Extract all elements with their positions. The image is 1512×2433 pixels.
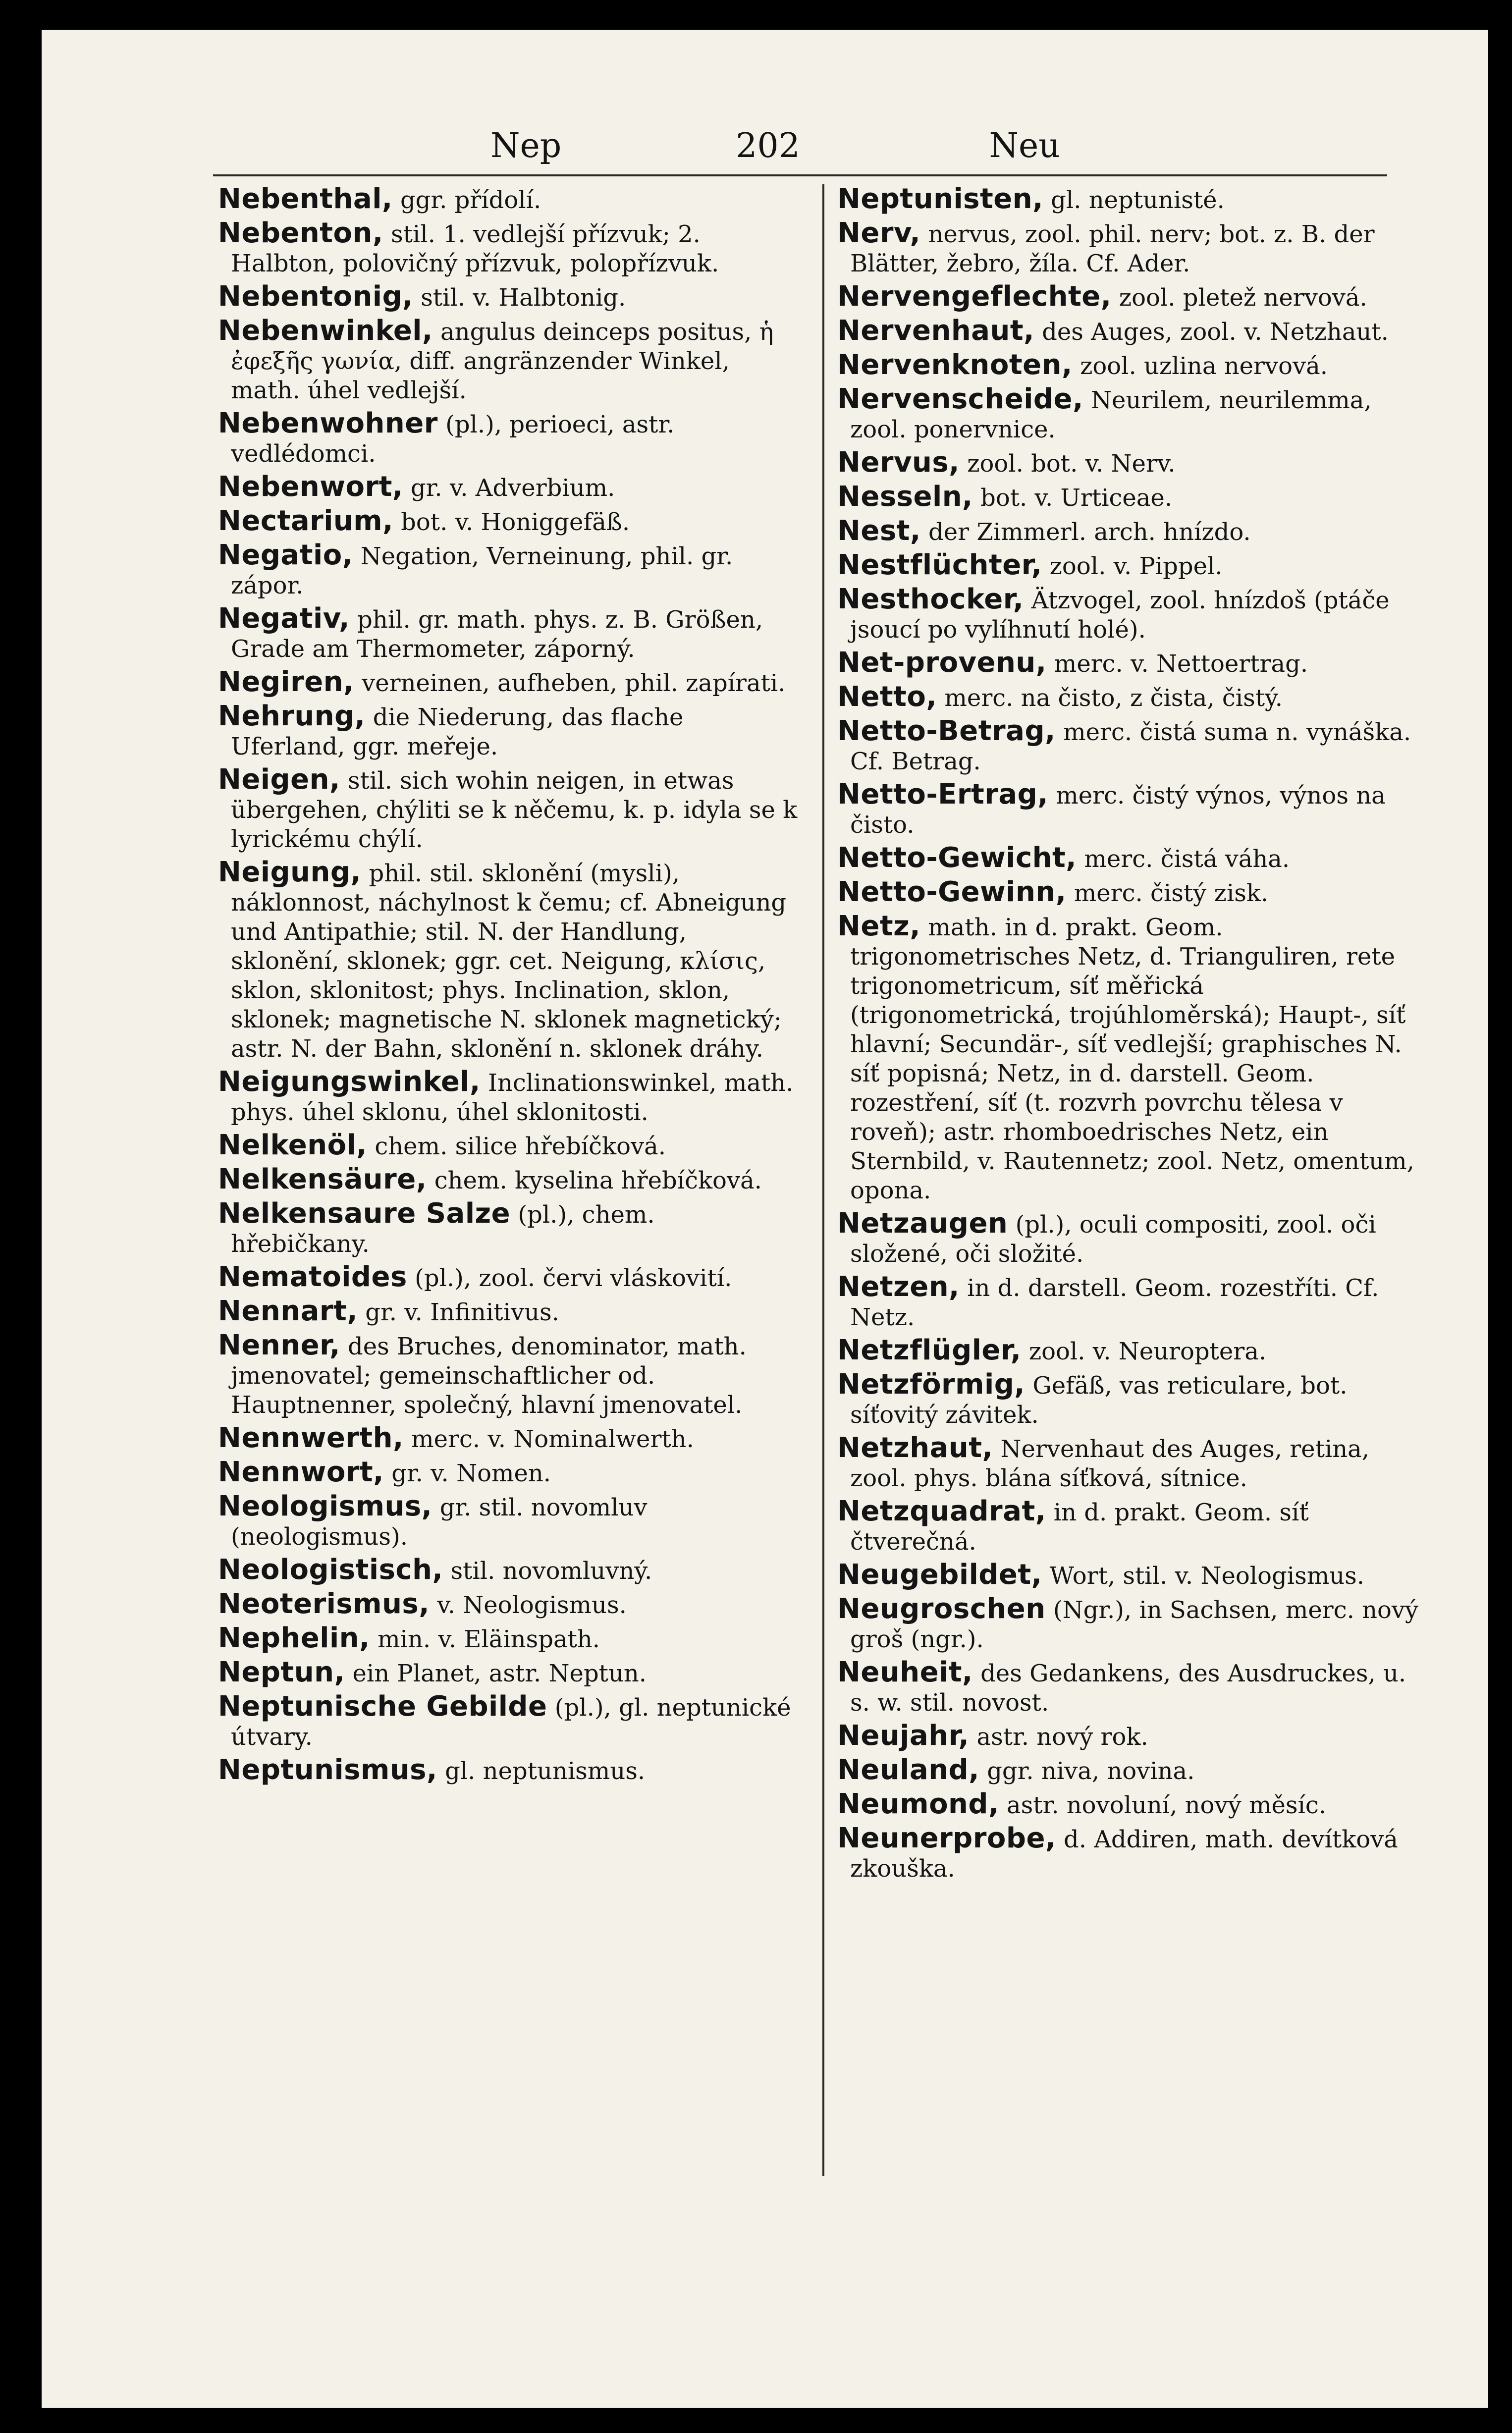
dictionary-entry xyxy=(218,506,800,537)
entry-definition: merc. čistý zisk. xyxy=(1074,879,1269,907)
entry-definition: min. v. Eläinspath. xyxy=(378,1625,600,1653)
dictionary-entry xyxy=(837,877,1419,908)
entry-headword: Neptunismus, xyxy=(218,1754,437,1786)
entry-headword: Negativ, xyxy=(218,602,350,635)
entry-definition: angulus deinceps positus, ἡ ἐφεξῆς γωνία, diff. angränzender Winkel, math. úhel vedlejší. xyxy=(231,318,774,404)
entry-headword: Nebenthal, xyxy=(218,183,393,215)
entry-definition: ggr. niva, novina. xyxy=(987,1757,1195,1785)
entry-headword: Neptun, xyxy=(218,1656,345,1688)
right-column xyxy=(837,184,1419,1887)
entry-headword: Nelkensäure, xyxy=(218,1163,427,1195)
dictionary-entry xyxy=(837,1272,1419,1332)
dictionary-entry xyxy=(837,1209,1419,1269)
dictionary-entry xyxy=(837,912,1419,1205)
entry-definition: der Zimmerl. arch. hnízdo. xyxy=(928,518,1251,546)
entry-definition: die Niederung, das flache Uferland, ggr. meřeje. xyxy=(231,703,684,760)
dictionary-entry xyxy=(837,1789,1419,1820)
dictionary-entry xyxy=(218,604,800,664)
dictionary-entry xyxy=(837,218,1419,278)
dictionary-entry xyxy=(837,648,1419,679)
dictionary-entry xyxy=(218,1658,800,1688)
entry-definition: (Ngr.), in Sachsen, merc. nový groš (ngr.). xyxy=(850,1596,1419,1653)
header-right-word: Neu xyxy=(989,126,1060,165)
dictionary-entry xyxy=(218,1199,800,1259)
entry-headword: Netto-Ertrag, xyxy=(837,778,1049,811)
dictionary-entry xyxy=(218,316,800,405)
entry-headword: Netzförmig, xyxy=(837,1368,1026,1401)
entry-headword: Nehrung, xyxy=(218,700,366,732)
entry-headword: Nervenscheide, xyxy=(837,383,1083,415)
entry-headword: Nelkensaure Salze xyxy=(218,1197,511,1230)
entry-definition: ein Planet, astr. Neptun. xyxy=(352,1660,647,1687)
entry-headword: Netzhaut, xyxy=(837,1432,993,1464)
dictionary-entry xyxy=(218,765,800,854)
dictionary-entry xyxy=(218,184,800,215)
dictionary-entry xyxy=(837,282,1419,313)
dictionary-entry xyxy=(218,1297,800,1327)
entry-headword: Neologistisch, xyxy=(218,1554,443,1586)
entry-definition: verneinen, aufheben, phil. zapírati. xyxy=(362,669,786,697)
entry-definition: in d. darstell. Geom. rozestříti. Cf. Netz. xyxy=(850,1274,1379,1331)
entry-headword: Neuland, xyxy=(837,1754,979,1786)
entry-definition: merc. v. Nominalwerth. xyxy=(411,1425,694,1453)
entry-headword: Negatio, xyxy=(218,539,353,571)
entry-headword: Nennart, xyxy=(218,1295,358,1327)
entry-definition: astr. novoluní, nový měsíc. xyxy=(1007,1791,1326,1819)
dictionary-entry xyxy=(837,1336,1419,1366)
entry-definition: zool. v. Pippel. xyxy=(1049,552,1223,580)
entry-definition: merc. na čisto, z čista, čistý. xyxy=(944,684,1283,712)
entry-headword: Netz, xyxy=(837,910,920,942)
dictionary-entry xyxy=(837,550,1419,581)
entry-definition: zool. pletež nervová. xyxy=(1119,284,1367,312)
entry-definition: merc. čistá suma n. vynáška. Cf. Betrag. xyxy=(850,718,1411,775)
dictionary-entry xyxy=(837,843,1419,874)
entry-headword: Nelkenöl, xyxy=(218,1129,368,1161)
dictionary-entry xyxy=(837,516,1419,547)
entry-definition: (pl.), zool. červi vláskovití. xyxy=(415,1264,732,1292)
entry-definition: astr. nový rok. xyxy=(976,1723,1148,1751)
header-left-word: Nep xyxy=(490,126,562,165)
entry-headword: Netto, xyxy=(837,681,937,713)
dictionary-entry xyxy=(837,682,1419,713)
entry-headword: Net-provenu, xyxy=(837,647,1047,679)
dictionary-entry xyxy=(218,1131,800,1161)
entry-headword: Nebenwinkel, xyxy=(218,315,433,347)
entry-definition: (pl.), gl. neptunické útvary. xyxy=(231,1694,791,1751)
dictionary-entry xyxy=(218,1165,800,1195)
dictionary-entry xyxy=(837,1370,1419,1430)
entry-headword: Nephelin, xyxy=(218,1622,370,1654)
dictionary-entry xyxy=(218,218,800,278)
entry-definition: Gefäß, vas reticulare, bot. síťovitý závitek. xyxy=(850,1372,1348,1429)
dictionary-entry xyxy=(218,1555,800,1586)
entry-headword: Nervenknoten, xyxy=(837,349,1073,381)
dictionary-entry xyxy=(218,541,800,600)
entry-headword: Neugroschen xyxy=(837,1593,1046,1625)
dictionary-entry xyxy=(218,472,800,503)
entry-definition: Nervenhaut des Auges, retina, zool. phys. blána síťková, sítnice. xyxy=(850,1435,1369,1492)
entry-headword: Netzen, xyxy=(837,1271,960,1303)
entry-definition: stil. sich wohin neigen, in etwas übergehen, chýliti se k něčemu, k. p. idyla se k lyrickému chýlí. xyxy=(231,767,798,853)
entry-definition: zool. uzlina nervová. xyxy=(1080,352,1328,380)
entry-headword: Neigungswinkel, xyxy=(218,1066,481,1098)
entry-headword: Neumond, xyxy=(837,1788,999,1820)
entry-definition: phil. gr. math. phys. z. B. Größen, Grade am Thermometer, záporný. xyxy=(231,606,763,663)
entry-definition: merc. v. Nettoertrag. xyxy=(1054,650,1308,678)
dictionary-entry xyxy=(837,780,1419,840)
entry-headword: Neugebildet, xyxy=(837,1559,1042,1591)
entry-definition: in d. prakt. Geom. síť čtverečná. xyxy=(850,1499,1309,1556)
dictionary-entry xyxy=(218,1492,800,1552)
dictionary-entry xyxy=(837,1658,1419,1718)
entry-headword: Neoterismus, xyxy=(218,1588,430,1620)
entry-definition: gr. v. Nomen. xyxy=(391,1460,551,1487)
entry-definition: (pl.), perioeci, astr. vedlédomci. xyxy=(231,411,675,468)
entry-headword: Netto-Betrag, xyxy=(837,715,1056,747)
entry-definition: gr. v. Adverbium. xyxy=(410,474,615,502)
dictionary-entry xyxy=(218,282,800,313)
dictionary-entry xyxy=(837,1560,1419,1591)
dictionary-entry xyxy=(218,409,800,469)
dictionary-entry xyxy=(837,316,1419,347)
entry-definition: zool. bot. v. Nerv. xyxy=(967,450,1176,478)
entry-definition: phil. stil. sklonění (mysli), náklonnost, náchylnost k čemu; cf. Abneigung und Antipathie; stil. N. der Handlung, sklonění, sklonek; ggr. cet. Neigung, κλίσις, sklon, sklonitost; phys. Inclination, sklon, sklonek; magnetische N. sklonek magnetický; astr. N. der Bahn, sklonění n. sklonek dráhy. xyxy=(231,860,787,1063)
entry-definition: Wort, stil. v. Neologismus. xyxy=(1049,1562,1365,1590)
entry-headword: Nesseln, xyxy=(837,481,973,513)
dictionary-entry xyxy=(837,1755,1419,1786)
dictionary-entry xyxy=(218,858,800,1064)
left-column xyxy=(218,184,800,1789)
entry-definition: (pl.), chem. hřebičkany. xyxy=(231,1201,655,1258)
entry-definition: nervus, zool. phil. nerv; bot. z. B. der Blätter, žebro, žíla. Cf. Ader. xyxy=(850,220,1375,277)
dictionary-entry xyxy=(218,1755,800,1786)
entry-headword: Negiren, xyxy=(218,666,354,698)
entry-headword: Neptunische Gebilde xyxy=(218,1690,547,1723)
entry-definition: Inclinationswinkel, math. phys. úhel sklonu, úhel sklonitosti. xyxy=(231,1069,794,1126)
entry-definition: merc. čistá váha. xyxy=(1084,845,1290,873)
entry-headword: Nebenwohner xyxy=(218,407,438,439)
entry-headword: Nematoides xyxy=(218,1261,407,1293)
entry-headword: Neigen, xyxy=(218,763,340,796)
entry-definition: stil. v. Halbtonig. xyxy=(421,284,626,312)
entry-definition: des Gedankens, des Ausdruckes, u. s. w. stil. novost. xyxy=(850,1660,1406,1717)
entry-headword: Neptunisten, xyxy=(837,183,1043,215)
entry-headword: Neujahr, xyxy=(837,1720,970,1752)
entry-definition: d. Addiren, math. devítková zkouška. xyxy=(850,1826,1398,1883)
dictionary-entry xyxy=(218,1692,800,1752)
entry-definition: (pl.), oculi compositi, zool. oči složené, oči složité. xyxy=(850,1211,1376,1268)
dictionary-entry xyxy=(218,1458,800,1488)
entry-definition: bot. v. Honiggefäß. xyxy=(401,508,630,536)
dictionary-entry xyxy=(837,482,1419,513)
dictionary-entry xyxy=(837,384,1419,444)
dictionary-entry xyxy=(837,1497,1419,1557)
dictionary-entry xyxy=(837,1594,1419,1654)
entry-definition: ggr. přídolí. xyxy=(400,186,541,214)
dictionary-entry xyxy=(837,184,1419,215)
entry-headword: Netto-Gewicht, xyxy=(837,842,1077,874)
entry-definition: Ätzvogel, zool. hnízdoš (ptáče jsoucí po vylíhnutí holé). xyxy=(850,587,1390,644)
dictionary-entry xyxy=(837,448,1419,479)
entry-headword: Nebenton, xyxy=(218,217,383,249)
entry-headword: Nennwerth, xyxy=(218,1422,404,1454)
dictionary-entry xyxy=(837,1433,1419,1493)
entry-headword: Nervus, xyxy=(837,446,960,479)
entry-headword: Netzaugen xyxy=(837,1207,1008,1240)
entry-headword: Nesthocker, xyxy=(837,583,1024,615)
entry-headword: Nenner, xyxy=(218,1329,340,1361)
entry-headword: Neuheit, xyxy=(837,1656,973,1688)
dictionary-entry xyxy=(837,1824,1419,1884)
entry-definition: gr. v. Infinitivus. xyxy=(365,1298,559,1326)
dictionary-entry xyxy=(218,1423,800,1454)
entry-definition: bot. v. Urticeae. xyxy=(980,484,1173,512)
page-header xyxy=(213,126,1239,171)
dictionary-entry xyxy=(218,1331,800,1420)
entry-definition: zool. v. Neuroptera. xyxy=(1028,1338,1267,1365)
column-divider xyxy=(822,184,824,2176)
entry-headword: Nervengeflechte, xyxy=(837,280,1112,313)
entry-headword: Nebentonig, xyxy=(218,280,413,313)
entry-definition: stil. novomluvný. xyxy=(450,1557,652,1585)
entry-definition: des Auges, zool. v. Netzhaut. xyxy=(1042,318,1389,346)
entry-definition: chem. kyselina hřebíčková. xyxy=(434,1167,762,1194)
entry-headword: Netto-Gewinn, xyxy=(837,876,1067,908)
dictionary-entry xyxy=(837,350,1419,381)
entry-headword: Neunerprobe, xyxy=(837,1822,1056,1854)
dictionary-entry xyxy=(218,667,800,698)
entry-definition: gr. stil. novomluv (neologismus). xyxy=(231,1494,648,1551)
entry-headword: Nennwort, xyxy=(218,1456,384,1488)
entry-definition: stil. 1. vedlejší přízvuk; 2. Halbton, polovičný přízvuk, polopřízvuk. xyxy=(231,220,719,277)
dictionary-entry xyxy=(218,1589,800,1620)
dictionary-entry xyxy=(218,1067,800,1127)
entry-headword: Nestflüchter, xyxy=(837,549,1042,581)
dictionary-entry xyxy=(837,716,1419,776)
dictionary-entry xyxy=(837,1721,1419,1752)
dictionary-entry xyxy=(218,702,800,761)
dictionary-entry xyxy=(218,1262,800,1293)
entry-definition: v. Neologismus. xyxy=(437,1591,627,1619)
page-number: 202 xyxy=(736,126,800,165)
entry-headword: Nerv, xyxy=(837,217,921,249)
entry-definition: gl. neptunismus. xyxy=(445,1757,646,1785)
entry-definition: chem. silice hřebíčková. xyxy=(375,1133,666,1160)
entry-headword: Netzquadrat, xyxy=(837,1495,1046,1527)
dictionary-entry xyxy=(218,1623,800,1654)
entry-definition: math. in d. prakt. Geom. trigonometrisches Netz, d. Trianguliren, rete trigonometricum, síť měřická (trigonometrická, trojúhloměrská); Haupt-, síť hlavní; Secundär-, síť vedlejší; graphisches N. síť popisná; Netz, in d. darstell. Geom. rozestření, síť (t. rozvrh povrchu tělesa v roveň); astr. rhomboedrisches Netz, ein Sternbild, v. Rautennetz; zool. Netz, omentum, opona. xyxy=(850,914,1414,1204)
entry-headword: Neologismus, xyxy=(218,1490,432,1522)
entry-headword: Neigung, xyxy=(218,856,362,888)
entry-headword: Nebenwort, xyxy=(218,471,403,503)
entry-headword: Netzflügler, xyxy=(837,1334,1022,1366)
entry-definition: des Bruches, denominator, math. jmenovatel; gemeinschaftlicher od. Hauptnenner, společný, hlavní jmenovatel. xyxy=(231,1333,747,1419)
entry-definition: gl. neptunisté. xyxy=(1051,186,1225,214)
dictionary-entry xyxy=(837,585,1419,645)
entry-headword: Nervenhaut, xyxy=(837,315,1034,347)
entry-headword: Nectarium, xyxy=(218,505,393,537)
header-rule xyxy=(213,174,1387,176)
entry-definition: Negation, Verneinung, phil. gr. zápor. xyxy=(231,542,733,599)
entry-headword: Nest, xyxy=(837,515,921,547)
entry-definition: Neurilem, neurilemma, zool. ponervnice. xyxy=(850,386,1372,443)
entry-definition: merc. čistý výnos, výnos na čisto. xyxy=(850,782,1386,839)
